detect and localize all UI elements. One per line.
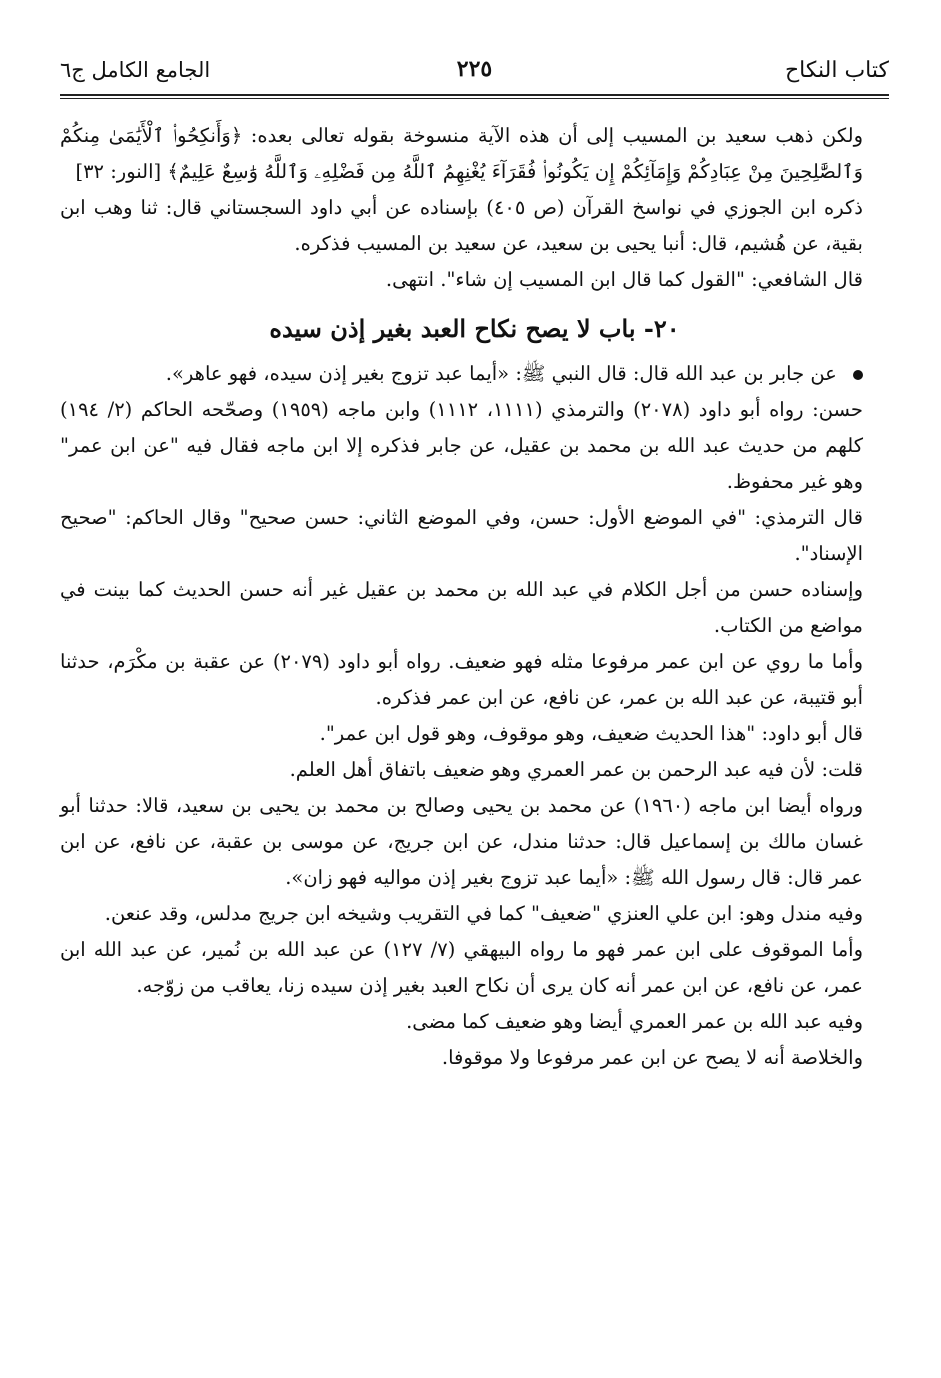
paragraph-conclusion: والخلاصة أنه لا يصح عن ابن عمر مرفوعا ولا موقوفا. xyxy=(441,1046,863,1069)
quran-verse: ﴿وَأَنكِحُوا۟ ٱلْأَيَٰمَىٰ مِنكُمْ وَٱلصَّٰلِحِينَ مِنْ عِبَادِكُمْ وَإِمَآئِكُمْ إِن يَكُونُوا۟ فُقَرَآءَ يُغْنِهِمُ ٱللَّهُ مِن فَضْلِهِۦ وَٱللَّهُ وَٰسِعٌ عَلِيمٌ﴾ [النور: ٣٢] xyxy=(60,124,863,183)
header-rule-thick xyxy=(60,94,889,96)
paragraph-abrogation xyxy=(60,118,889,190)
page-number: ٢٢٥ xyxy=(456,56,493,82)
paragraph-isnad: وإسناده حسن من أجل الكلام في عبد الله بن محمد بن عقيل غير أنه حسن الحديث كما بينت في مواضع من الكتاب. xyxy=(60,578,863,637)
page-body xyxy=(60,118,889,1076)
paragraph-ibn-aljawzi: ذكره ابن الجوزي في نواسخ القرآن (ص ٤٠٥) بإسناده عن أبي داود السجستاني قال: ثنا وهب ابن بقية، عن هُشيم، قال: أنبا يحيى بن سعيد، عن سعيد بن المسيب فذكره. xyxy=(60,196,863,255)
paragraph-umari: وفيه عبد الله بن عمر العمري أيضا وهو ضعيف كما مضى. xyxy=(406,1010,863,1033)
paragraph-mandal: وفيه مندل وهو: ابن علي العنزي "ضعيف" كما في التقريب وشيخه ابن جريج مدلس، وقد عنعن. xyxy=(104,902,863,925)
paragraph-ibn-umar: وأما ما روي عن ابن عمر مرفوعا مثله فهو ضعيف. رواه أبو داود (٢٠٧٩) عن عقبة بن مكْرَم، حدثنا أبو قتيبة، عن عبد الله بن عمر، عن نافع، عن ابن عمر فذكره. xyxy=(60,650,863,709)
page-header xyxy=(60,52,889,98)
hadith-paragraph xyxy=(60,356,889,392)
paragraph-text: ولكن ذهب سعيد بن المسيب إلى أن هذه الآية منسوخة بقوله تعالى بعده: xyxy=(250,124,863,147)
paragraph-tirmidhi: قال الترمذي: "في الموضع الأول: حسن، وفي الموضع الثاني: حسن صحيح" وقال الحاكم: "صحيح الإسناد". xyxy=(60,506,863,565)
paragraph-ibn-majah: ورواه أيضا ابن ماجه (١٩٦٠) عن محمد بن يحيى وصالح بن محمد بن يحيى بن سعيد، قالا: حدثنا أبو غسان مالك بن إسماعيل قال: حدثنا مندل، عن ابن جريج، عن موسى بن عقبة، عن نافع، عن ابن عمر قال: قال رسول الله ﷺ: «أيما عبد تزوج بغير إذن مواليه فهو زان». xyxy=(60,794,863,889)
hadith-text: «أيما عبد تزوج بغير إذن سيده، فهو عاهر». xyxy=(165,362,510,385)
hadith-intro: عن جابر بن عبد الله قال: قال النبي ﷺ: xyxy=(515,362,837,385)
chapter-title: كتاب النكاح xyxy=(784,58,889,83)
paragraph-mawquf: وأما الموقوف على ابن عمر فهو ما رواه البيهقي (٧/ ١٢٧) عن عبد الله بن نُمير، عن عبد الله ابن عمر، عن نافع، عن ابن عمر أنه كان يرى أن نكاح العبد بغير إذن سيده زنا، يعاقب من زوّجه. xyxy=(60,938,864,997)
header-rule-thin xyxy=(60,98,889,99)
book-title: الجامع الكامل ج٦ xyxy=(60,58,211,82)
paragraph-shafii: قال الشافعي: "القول كما قال ابن المسيب إن شاء". انتهى. xyxy=(385,268,863,291)
paragraph-qultu: قلت: لأن فيه عبد الرحمن بن عمر العمري وهو ضعيف باتفاق أهل العلم. xyxy=(289,758,863,781)
paragraph-grading: حسن: رواه أبو داود (٢٠٧٨) والترمذي (١١١١، ١١١٢) وابن ماجه (١٩٥٩) وصحّحه الحاكم (٢/ ١٩٤) كلهم من حديث عبد الله بن محمد بن عقيل، عن جابر فذكره إلا ابن ماجه فقال فيه "عن ابن عمر" وهو غير محفوظ. xyxy=(60,398,863,493)
chapter-heading: ٢٠- باب لا يصح نكاح العبد بغير إذن سيده xyxy=(269,314,680,343)
bullet-icon xyxy=(853,370,863,380)
paragraph-abu-dawud: قال أبو داود: "هذا الحديث ضعيف، وهو موقوف، وهو قول ابن عمر". xyxy=(319,722,863,745)
